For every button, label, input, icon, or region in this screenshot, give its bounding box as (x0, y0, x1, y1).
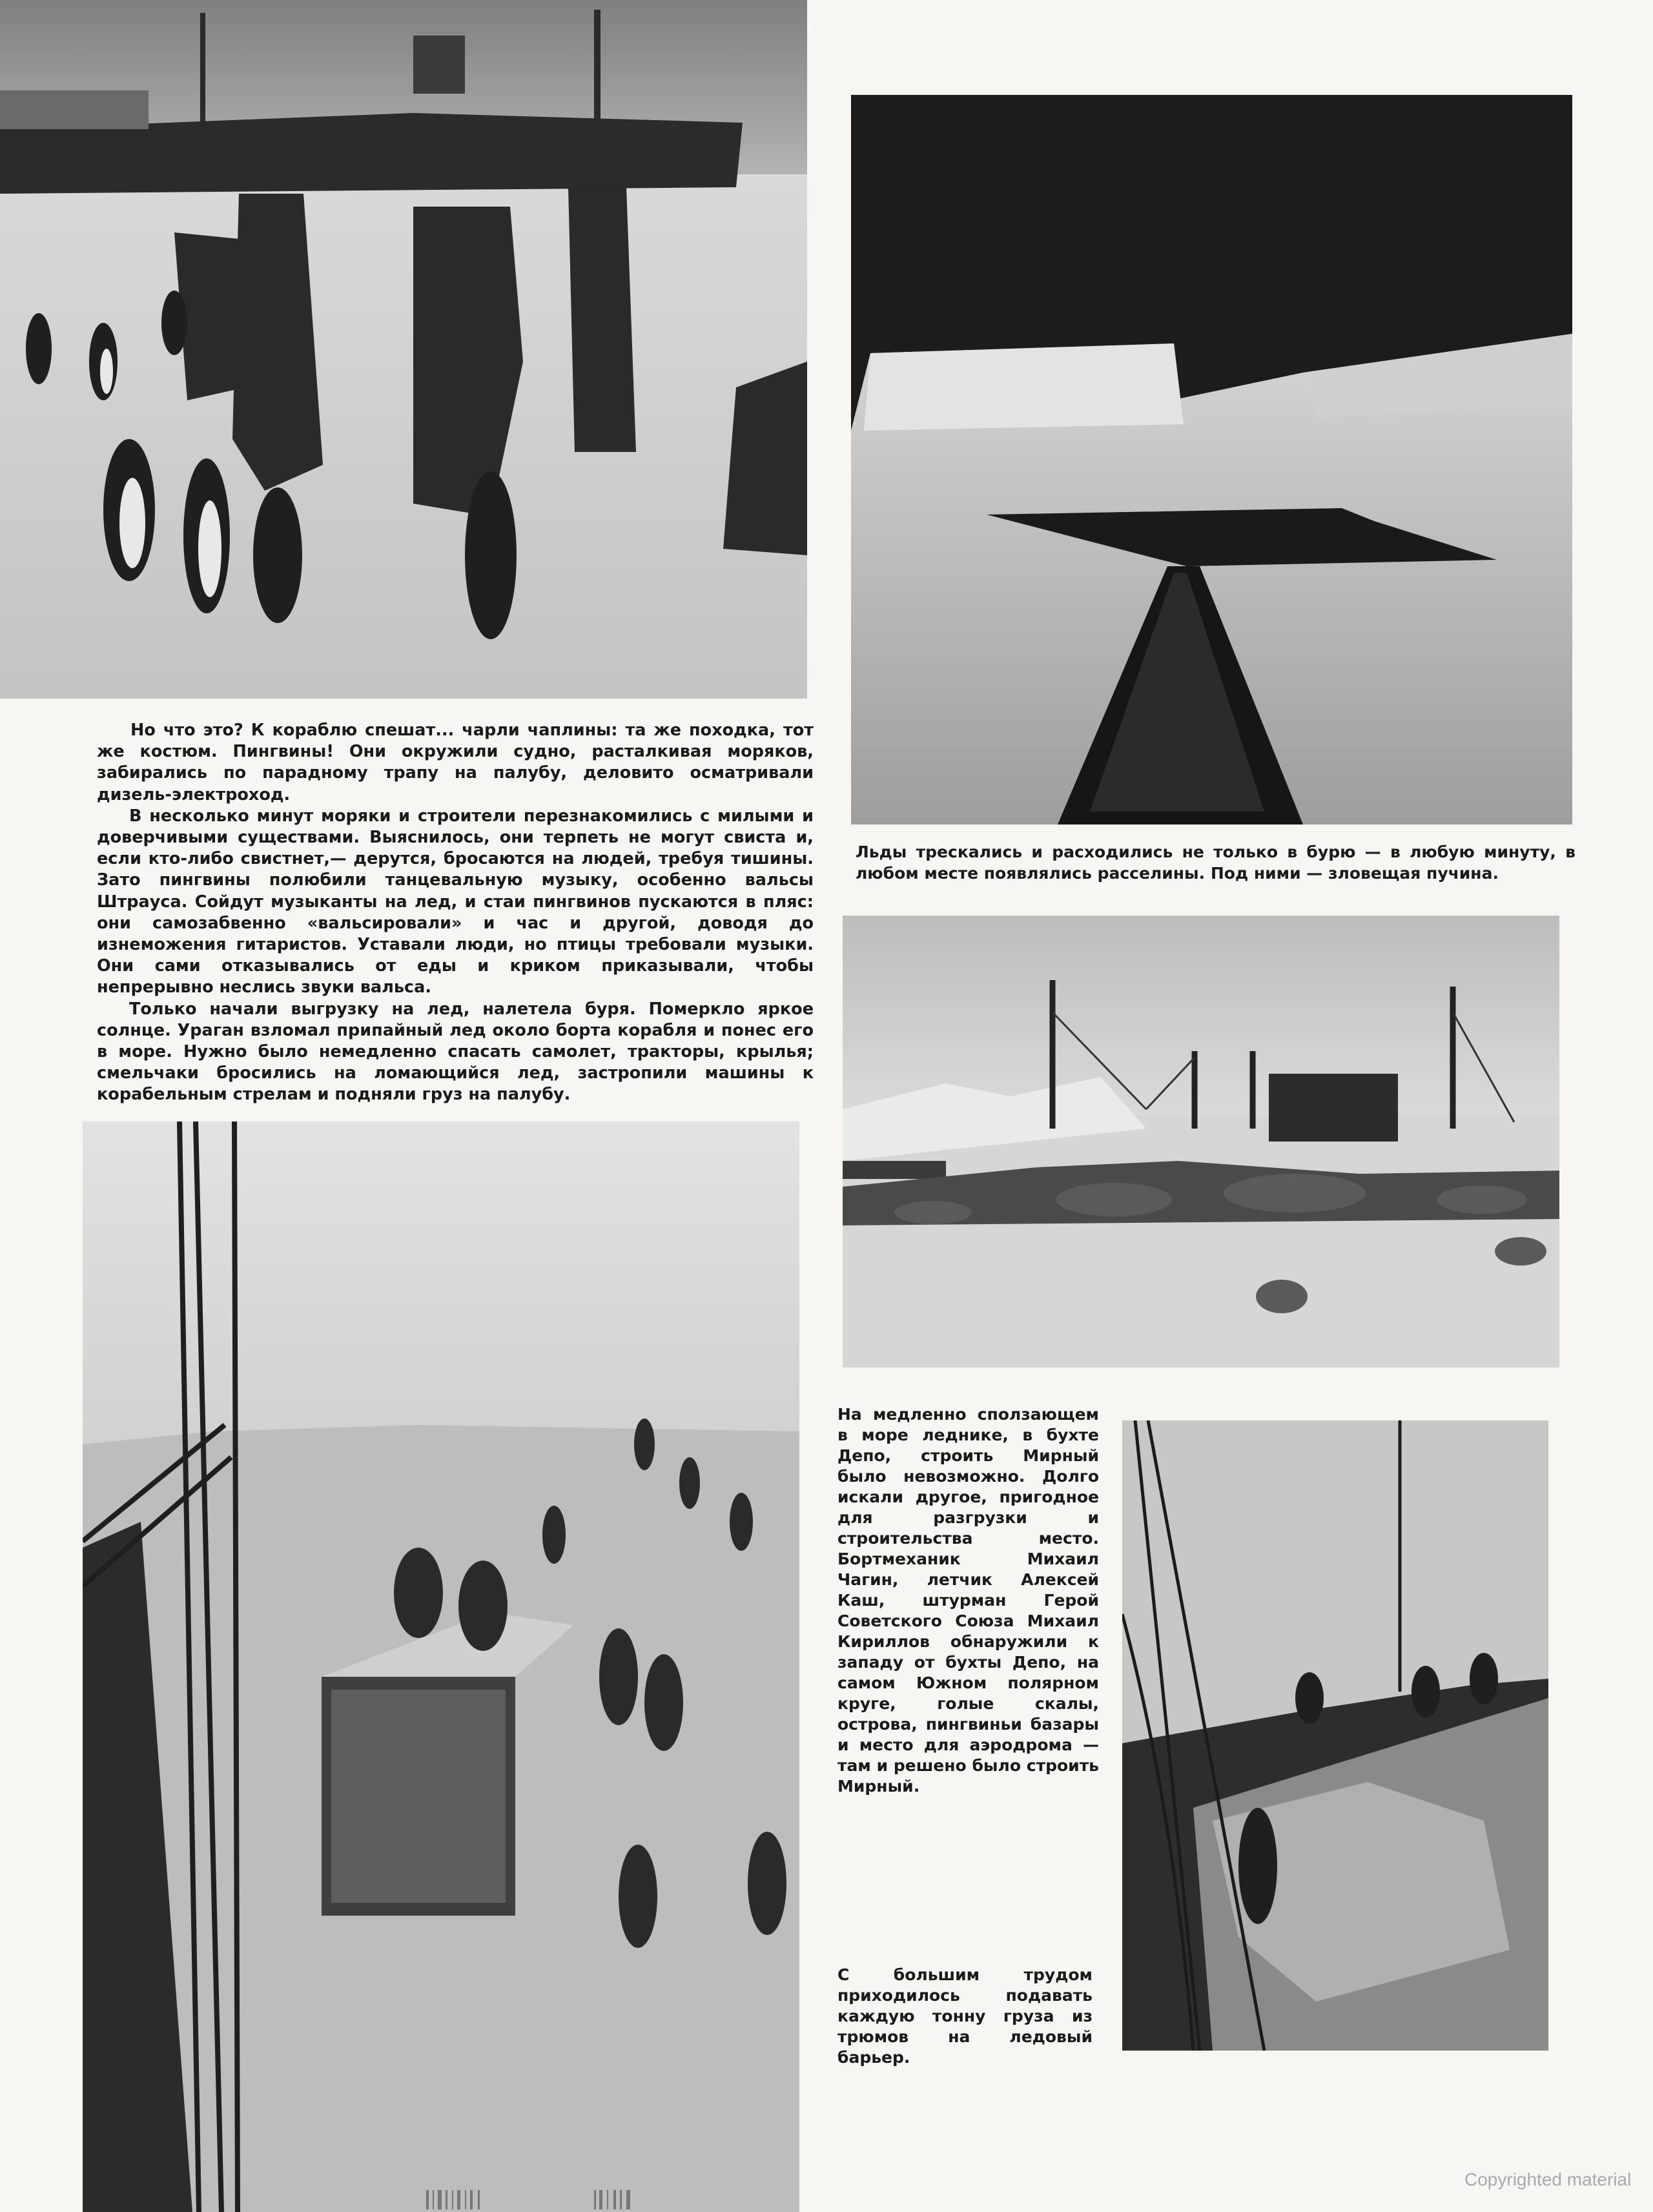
article-paragraph: Но что это? К кораблю спешат... чарли чаплины: та же походка, тот же костюм. Пингвины! Они окружили судно, расталкивая моряков, забирались по парадному трапу на палубу, деловито осматривали дизель-электроход. (97, 721, 814, 804)
caption-cargo-text: С большим трудом приходилось подавать каждую тонну груза из трюмов на ледовый барьер. (837, 1965, 1093, 2067)
scan-artifact-barcode (426, 2190, 665, 2209)
caption-mirny (837, 1404, 1099, 1797)
caption-mirny-text: На медленно сползающем в море леднике, в бухте Депо, строить Мирный было невозможно. Долго искали другое, пригодное для разгрузки и строительства место. Бортмеханик Михаил Чагин, летчик Алексей Каш, штурман Герой Советского Союза Михаил Кириллов обнаружили к западу от бухты Депо, на самом Южном полярном круге, голые скалы, острова, пингвиньи базары и место для аэродрома — там и решено было строить Мирный. (837, 1405, 1099, 1796)
caption-cargo (837, 1965, 1093, 2068)
article-paragraph: В несколько минут моряки и строители перезнакомились с милыми и доверчивыми существами. Выяснилось, они терпеть не могут свиста и, если кто-либо свистнет,— дерутся, бросаются на людей, требуя тишины. Зато пингвины полюбили танцевальную музыку, особенно вальсы Штрауса. Сойдут музыканты на лед, и стаи пингвинов пускаются в пляс: они самозабвенно «вальсировали» и час и другой, доводя до изнеможения гитаристов. Уставали люди, но птицы требовали музыки. Они сами отказывались от еды и криком приказывали, чтобы непрерывно неслись звуки вальса. (97, 806, 814, 998)
article-body (97, 720, 814, 1106)
photo-penguins (0, 0, 807, 699)
photo-ship-shore (843, 916, 1559, 1367)
copyright-notice: Copyrighted material (1464, 2169, 1632, 2189)
article-paragraph: Только начали выгрузку на лед, налетела буря. Померкло яркое солнце. Ураган взломал припайный лед около борта корабля и понес его в море. Нужно было немедленно спасать самолет, тракторы, крылья; смельчаки бросились на ломающийся лед, застропили машины к корабельным стрелам и подняли груз на палубу. (97, 999, 814, 1105)
photo-ice-barrier (1122, 1420, 1548, 2051)
photo-unloading (83, 1121, 799, 2212)
caption-ice-crack-text: Льды трескались и расходились не только в бурю — в любую минуту, в любом месте появлялись расселины. Под ними — зловещая пучина. (856, 843, 1576, 883)
caption-ice-crack (856, 841, 1576, 884)
photo-ice-crack (851, 95, 1572, 824)
